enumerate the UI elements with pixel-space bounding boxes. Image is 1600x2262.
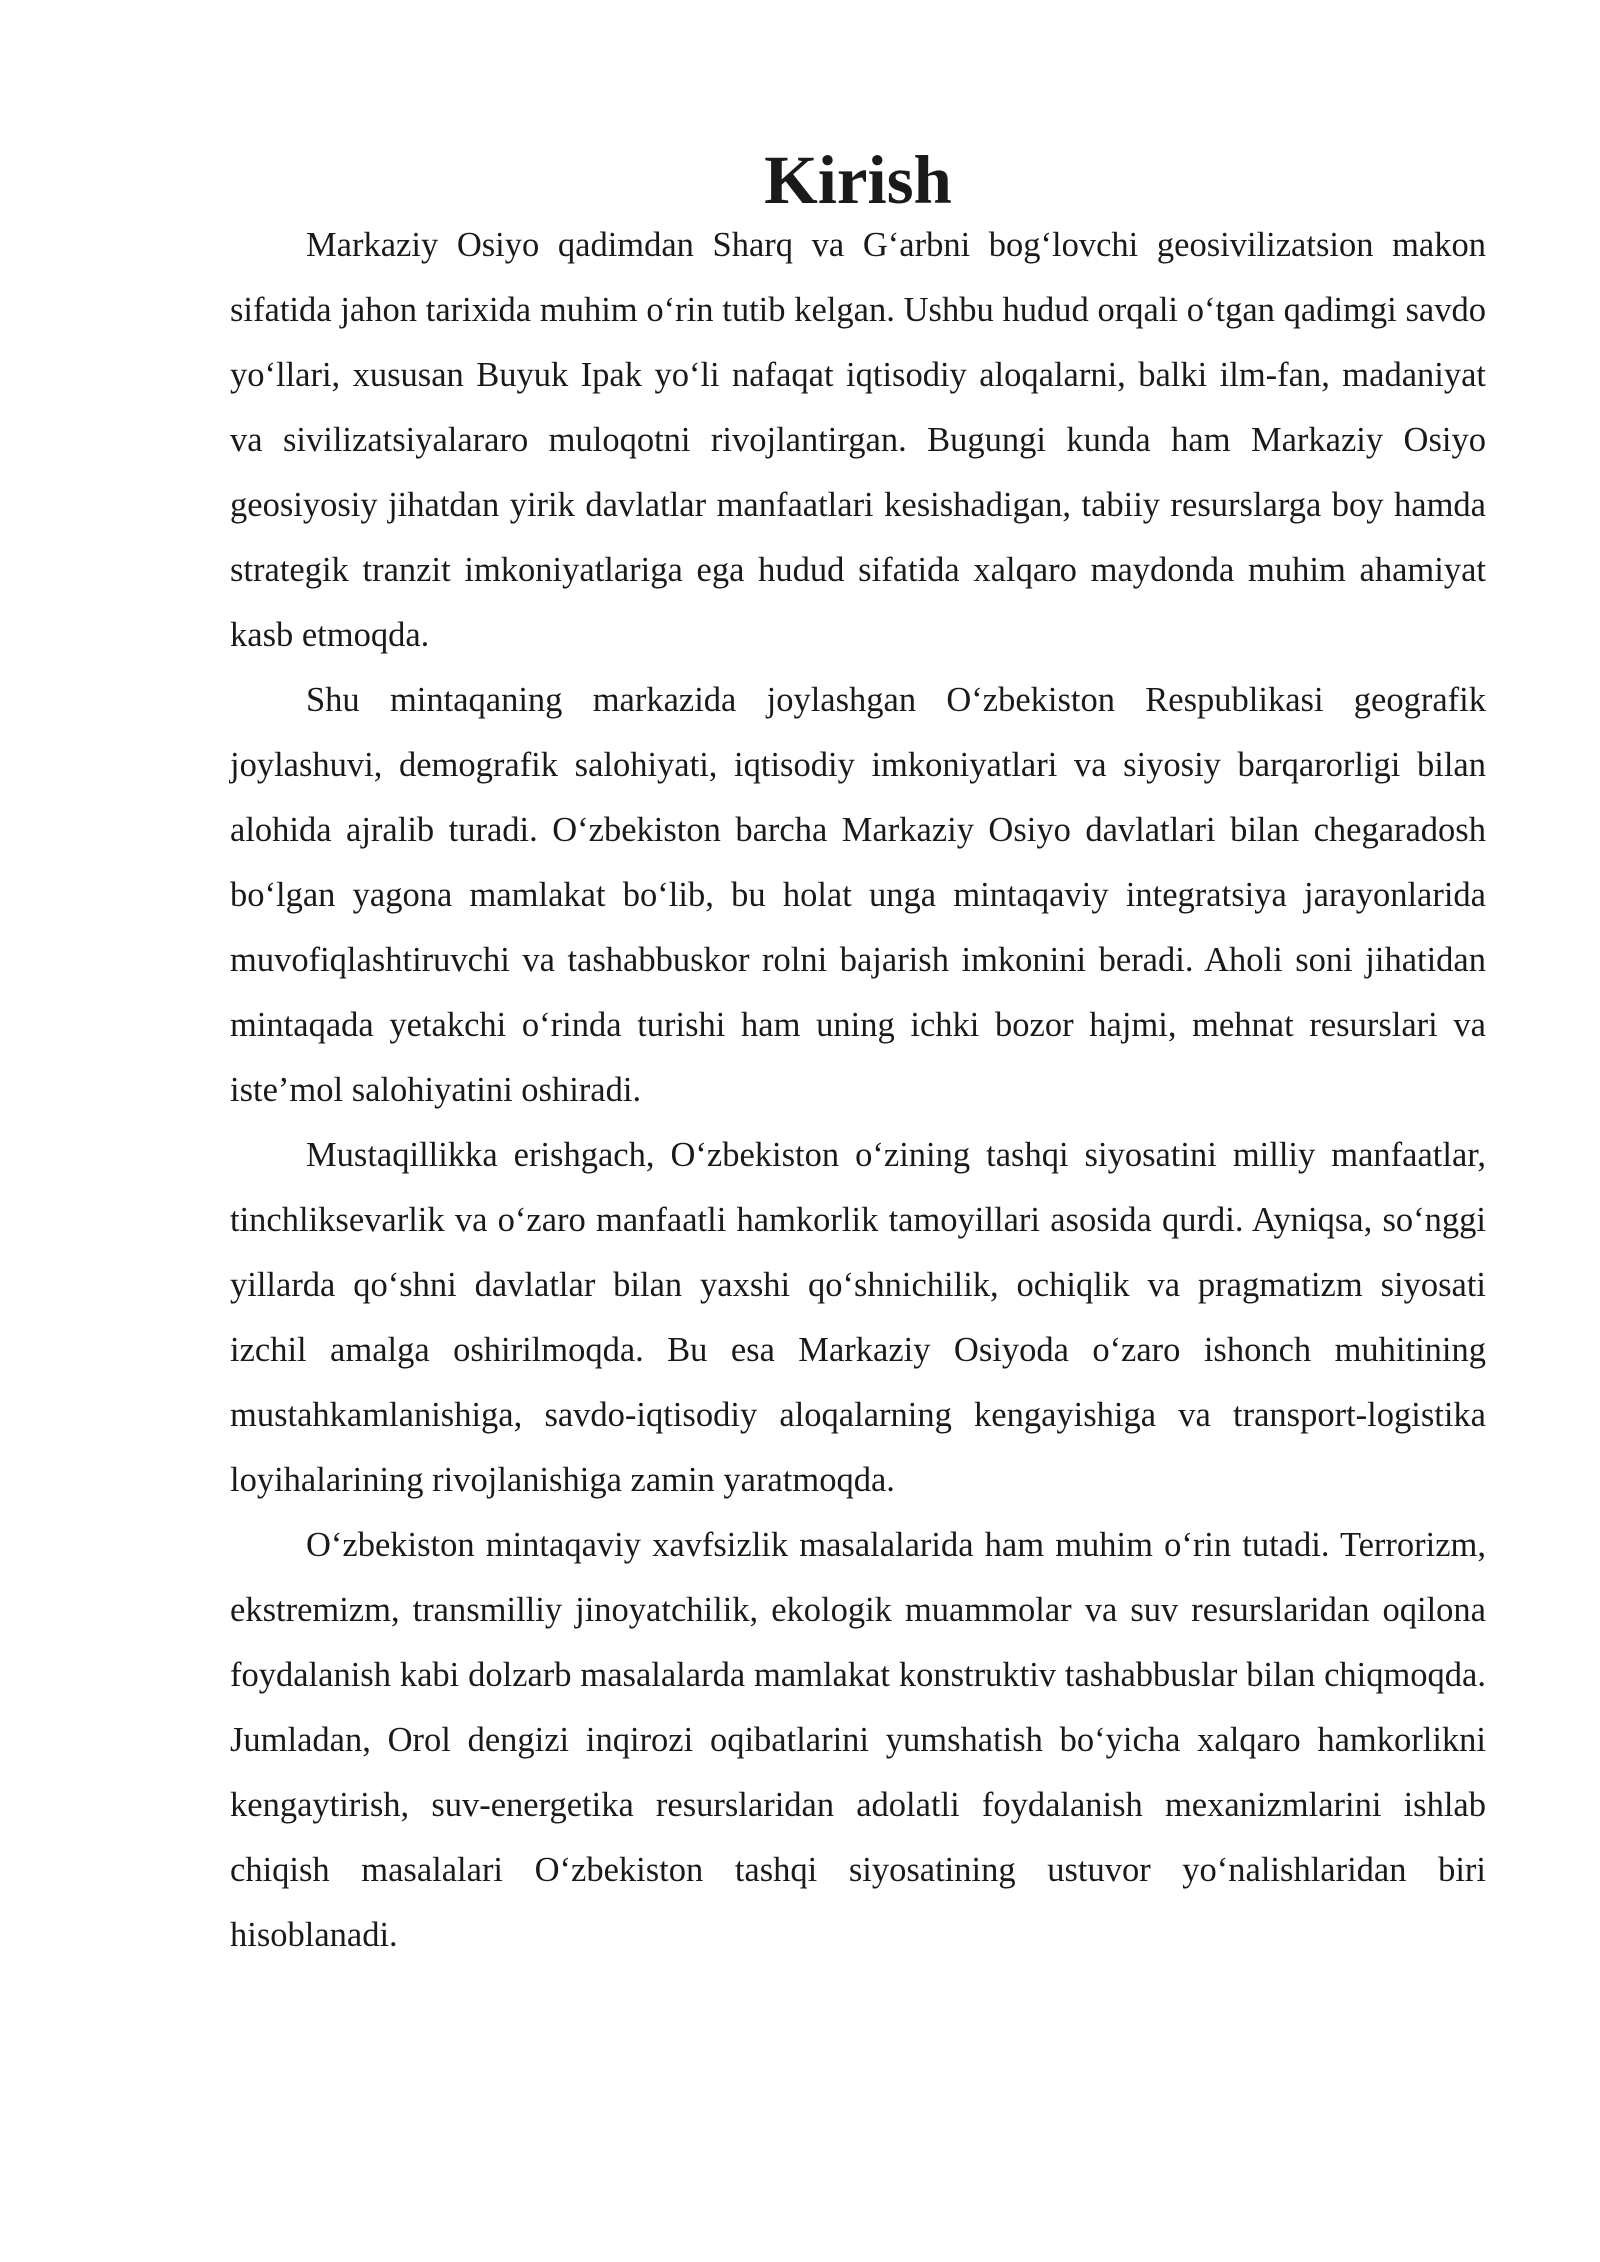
paragraph-3: Mustaqillikka erishgach, O‘zbekiston o‘zining tashqi siyosatini milliy manfaatlar, tinchliksevarlik va o‘zaro manfaatli hamkorlik tamoyillari asosida qurdi. Ayniqsa, so‘nggi yillarda qo‘shni davlatlar bilan yaxshi qo‘shnichilik, ochiqlik va pragmatizm siyosati izchil amalga oshirilmoqda. Bu esa Markaziy Osiyoda o‘zaro ishonch muhitining mustahkamlanishiga, savdo-iqtisodiy aloqalarning kengayishiga va transport-logistika loyihalarining rivojlanishiga zamin yaratmoqda. bbox=[230, 1136, 1486, 1499]
document-page bbox=[230, 142, 1486, 1968]
paragraph-2: Shu mintaqaning markazida joylashgan O‘zbekiston Respublikasi geografik joylashuvi, demografik salohiyati, iqtisodiy imkoniyatlari va siyosiy barqarorligi bilan alohida ajralib turadi. O‘zbekiston barcha Markaziy Osiyo davlatlari bilan chegaradosh bo‘lgan yagona mamlakat bo‘lib, bu holat unga mintaqaviy integratsiya jarayonlarida muvofiqlashtiruvchi va tashabbuskor rolni bajarish imkonini beradi. Aholi soni jihatidan mintaqada yetakchi o‘rinda turishi ham uning ichki bozor hajmi, mehnat resurslari va iste’mol salohiyatini oshiradi. bbox=[230, 681, 1486, 1109]
document-heading: Kirish bbox=[764, 142, 952, 218]
paragraph-1: Markaziy Osiyo qadimdan Sharq va G‘arbni bog‘lovchi geosivilizatsion makon sifatida jahon tarixida muhim o‘rin tutib kelgan. Ushbu hudud orqali o‘tgan qadimgi savdo yo‘llari, xususan Buyuk Ipak yo‘li nafaqat iqtisodiy aloqalarni, balki ilm-fan, madaniyat va sivilizatsiyalararo muloqotni rivojlantirgan. Bugungi kunda ham Markaziy Osiyo geosiyosiy jihatdan yirik davlatlar manfaatlari kesishadigan, tabiiy resurslarga boy hamda strategik tranzit imkoniyatlariga ega hudud sifatida xalqaro maydonda muhim ahamiyat kasb etmoqda. bbox=[230, 226, 1486, 654]
paragraph-4: O‘zbekiston mintaqaviy xavfsizlik masalalarida ham muhim o‘rin tutadi. Terrorizm, ekstremizm, transmilliy jinoyatchilik, ekologik muammolar va suv resurslaridan oqilona foydalanish kabi dolzarb masalalarda mamlakat konstruktiv tashabbuslar bilan chiqmoqda. Jumladan, Orol dengizi inqirozi oqibatlarini yumshatish bo‘yicha xalqaro hamkorlikni kengaytirish, suv-energetika resurslaridan adolatli foydalanish mexanizmlarini ishlab chiqish masalalari O‘zbekiston tashqi siyosatining ustuvor yo‘nalishlaridan biri hisoblanadi. bbox=[230, 1526, 1486, 1954]
